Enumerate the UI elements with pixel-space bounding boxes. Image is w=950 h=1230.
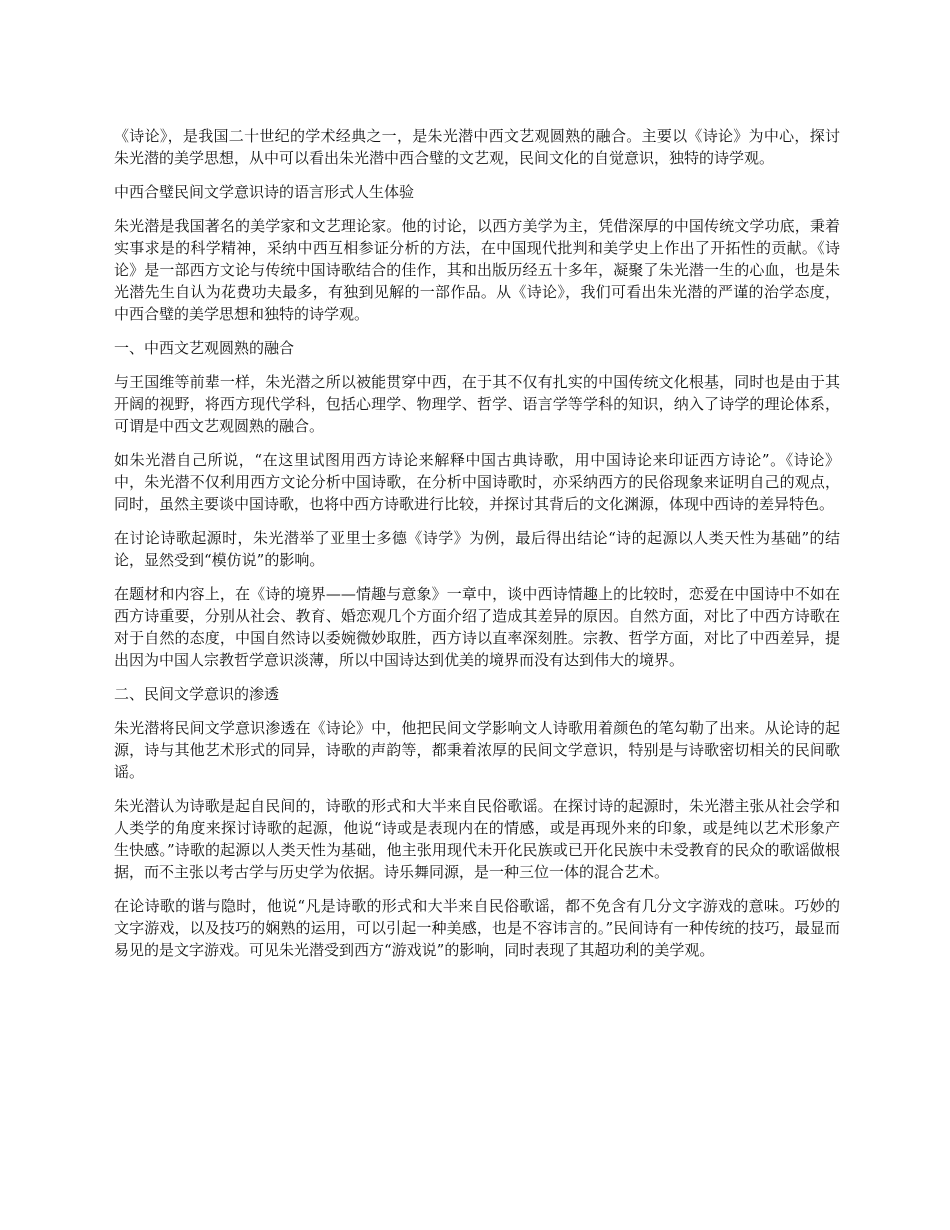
document-body [114, 125, 840, 973]
section-heading-2: 二、民间文学意识的渗透 [114, 685, 280, 703]
abstract-paragraph: 《诗论》，是我国二十世纪的学术经典之一，是朱光潜中西文艺观圆熟的融合。主要以《诗论》为中心，探讨朱光潜的美学思想，从中可以看出朱光潜中西合璧的文艺观，民间文化的自觉意识，独特的诗学观。 [114, 127, 840, 167]
section-2-paragraph-1: 朱光潜将民间文学意识渗透在《诗论》中，他把民间文学影响文人诗歌用着颜色的笔勾勒了出来。从论诗的起源，诗与其他艺术形式的同异，诗歌的声韵等，都秉着浓厚的民间文学意识，特别是与诗歌密切相关的民间歌谣。 [114, 719, 840, 781]
section-2-paragraph-3: 在论诗歌的谐与隐时，他说“凡是诗歌的形式和大半来自民俗歌谣，都不免含有几分文字游戏的意味。巧妙的文字游戏，以及技巧的娴熟的运用，可以引起一种美感，也是不容讳言的。”民间诗有一种传统的技巧，最显而易见的是文字游戏。可见朱光潜受到西方“游戏说”的影响，同时表现了其超功利的美学观。 [114, 897, 840, 959]
section-1-paragraph-1: 与王国维等前辈一样，朱光潜之所以被能贯穿中西，在于其不仅有扎实的中国传统文化根基，同时也是由于其开阔的视野，将西方现代学科，包括心理学、物理学、哲学、语言学等学科的知识，纳入了诗学的理论体系，可谓是中西文艺观圆熟的融合。 [114, 373, 840, 435]
section-1-paragraph-4: 在题材和内容上，在《诗的境界——情趣与意象》一章中，谈中西诗情趣上的比较时，恋爱在中国诗中不如在西方诗重要，分别从社会、教育、婚恋观几个方面介绍了造成其差异的原因。自然方面，对比了中西方诗歌在对于自然的态度，中国自然诗以委婉微妙取胜，西方诗以直率深刻胜。宗教、哲学方面，对比了中西差异，提出因为中国人宗教哲学意识淡薄，所以中国诗达到优美的境界而没有达到伟大的境界。 [114, 585, 840, 669]
section-2-paragraph-2: 朱光潜认为诗歌是起自民间的，诗歌的形式和大半来自民俗歌谣。在探讨诗的起源时，朱光潜主张从社会学和人类学的角度来探讨诗歌的起源，他说“诗或是表现内在的情感，或是再现外来的印象，或是纯以艺术形象产生快感。”诗歌的起源以人类天性为基础，他主张用现代未开化民族或已开化民族中未受教育的民众的歌谣做根据，而不主张以考古学与历史学为依据。诗乐舞同源，是一种三位一体的混合艺术。 [114, 797, 840, 881]
section-1-paragraph-2: 如朱光潜自己所说，“在这里试图用西方诗论来解释中国古典诗歌，用中国诗论来印证西方诗论”。《诗论》中，朱光潜不仅利用西方文论分析中国诗歌，在分析中国诗歌时，亦采纳西方的民俗现象来证明自己的观点，同时，虽然主要谈中国诗歌，也将中西方诗歌进行比较，并探讨其背后的文化渊源，体现中西诗的差异特色。 [114, 451, 840, 513]
section-1-paragraph-3: 在讨论诗歌起源时，朱光潜举了亚里士多德《诗学》为例，最后得出结论“诗的起源以人类天性为基础”的结论，显然受到“模仿说”的影响。 [114, 529, 840, 569]
keywords-line: 中西合璧民间文学意识诗的语言形式人生体验 [114, 183, 415, 201]
intro-paragraph: 朱光潜是我国著名的美学家和文艺理论家。他的讨论，以西方美学为主，凭借深厚的中国传统文学功底，秉着实事求是的科学精神，采纳中西互相参证分析的方法，在中国现代批判和美学史上作出了开拓性的贡献。《诗论》是一部西方文论与传统中国诗歌结合的佳作，其和出版历经五十多年，凝聚了朱光潜一生的心血，也是朱光潜先生自认为花费功夫最多，有独到见解的一部作品。从《诗论》，我们可看出朱光潜的严谨的治学态度，中西合璧的美学思想和独特的诗学观。 [114, 217, 840, 323]
section-heading-1: 一、中西文艺观圆熟的融合 [114, 339, 295, 357]
